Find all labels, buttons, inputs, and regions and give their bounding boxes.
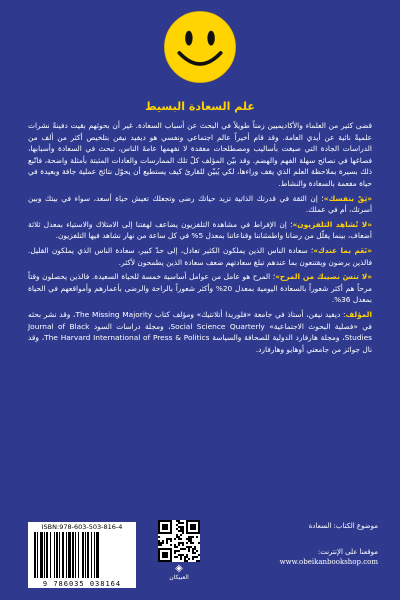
tip-paragraph-fun: «لا تنسَ نصيبك من المرح»؛ المرح هو عامل من عوامل أساسية خمسة للحياة السعيدة. فالذين يحصلون وقتاً مرحاً هم أكثر شعوراً بالسعادة اليومية بمعدل 20% وأكثر شعوراً بالراحة والرضى بأعمارهم وأمواقعهم في الحياة بمعدل 36%. [28, 272, 373, 305]
tip-heading: «نَعَم بما عندك» [313, 245, 372, 255]
back-cover-description [28, 120, 372, 358]
publisher-logo-mark-icon: ◈ [175, 563, 183, 574]
tip-heading: «لا تنسَ نصيبك من المرح» [275, 272, 372, 282]
book-title: علم السعادة البسيط [145, 100, 255, 113]
tip-paragraph-television: «لا تُشاهد التلفزيون»؛ إن الإفراط في مشاهدة التلفزيون يضاعف لهفتنا إلى الامتلاك والاستياء بمعدل ثلاثة أضعاف، بينما يقلّل من رضانا واطمئناننا وقناعاتنا بمعدل 5% في كل ساعة من نهار نشاهد فيها التلفزيون. [28, 219, 373, 241]
tip-paragraph-confidence: «ثِقْ بنفسك»؛ إن الثقة في قدرتك الذاتية تزيد حياتك رضى وتجعلك تعيش حياة أسعد، سواء في بيتك وبين أسرتك، أم في عملك. [28, 193, 373, 215]
book-subject: موضوع الكتاب: السعادة [308, 522, 378, 530]
publisher-logo-text: العبيكان [169, 574, 189, 581]
publisher-website-link[interactable]: www.obeikanbookshop.com [279, 558, 378, 566]
barcode-digits: 9 786035 038164 [42, 580, 122, 588]
tip-heading: «ثِقْ بنفسك» [323, 193, 373, 203]
intro-paragraph: قضى كثير من العلماء والأكاديميين زمناً طويلاً في البحث عن أسباب السعادة. غير أن بحوثهم بقيت دفينةً نشرات علميةً نائية عن أيدي العامة. وقد قام أخيراً عالم اجتماعي ونفسي هو ديفيد نيفن بتلخيص أكثر من ألف من الدراسات الجادة التي صيغت بأساليب ومصطلحات معقدة لا نفهمها عامةَ الناس، تبحث في السعادة وأسبابها، فصاغها في نصائح سهلة الفهم والهضم. وقد بيّن المؤلف كلّ تلك الممارسات والعادات المثبتة بأمثلة واضحة، فاتّبع ذلك بسيرة بملاحظة العلم الذي يقف وراءها، لكي يُبيّن للقارئ كيف يستطيع أن يحوّل نتائج عملية جافة وبعيدة في حياة مفعمة بالسعادة والنشاط. [28, 121, 372, 188]
tip-heading: «لا تُشاهد التلفزيون» [292, 219, 373, 229]
qr-code [158, 520, 200, 562]
isbn-barcode [28, 522, 136, 588]
smiley-face-icon [163, 10, 237, 84]
author-heading: المؤلف [345, 309, 372, 319]
publisher-logo [151, 563, 207, 581]
barcode-bars [34, 532, 130, 578]
author-paragraph: المؤلف: ديفيد نيفن، أستاذ في جامعة «فلوريدا أتلانتيك» ومؤلف كتاب The Missing Majority، وقد نشر بحثه في «فصلية البحوث الاجتماعية» Social Science Quarterly، ومجلة دراسات السود Journal of Black Studies، ومجلة هارفارد الدولية للصحافة والسياسة The Harvard International of Press & Politics، وقد نال جوائز من جامعتي أوهايو وهارفارد. [28, 309, 372, 354]
tip-paragraph-contentment: «نَعَم بما عندك»؛ سعادة الناس الذين يملكون الكثير تعادل، إلى حدّ كبير، سعادة الناس الذي يملكون القليل. فالذين يرضون ويقتنعون بما عندهم تبلغ سعادتهم ضعف سعادة الذين يطمحون لأكثر. [28, 245, 372, 267]
online-label: موقعنا على الإنترنت: [317, 548, 378, 556]
isbn-label: ISBN:978-603-503-816-4 [41, 523, 123, 531]
